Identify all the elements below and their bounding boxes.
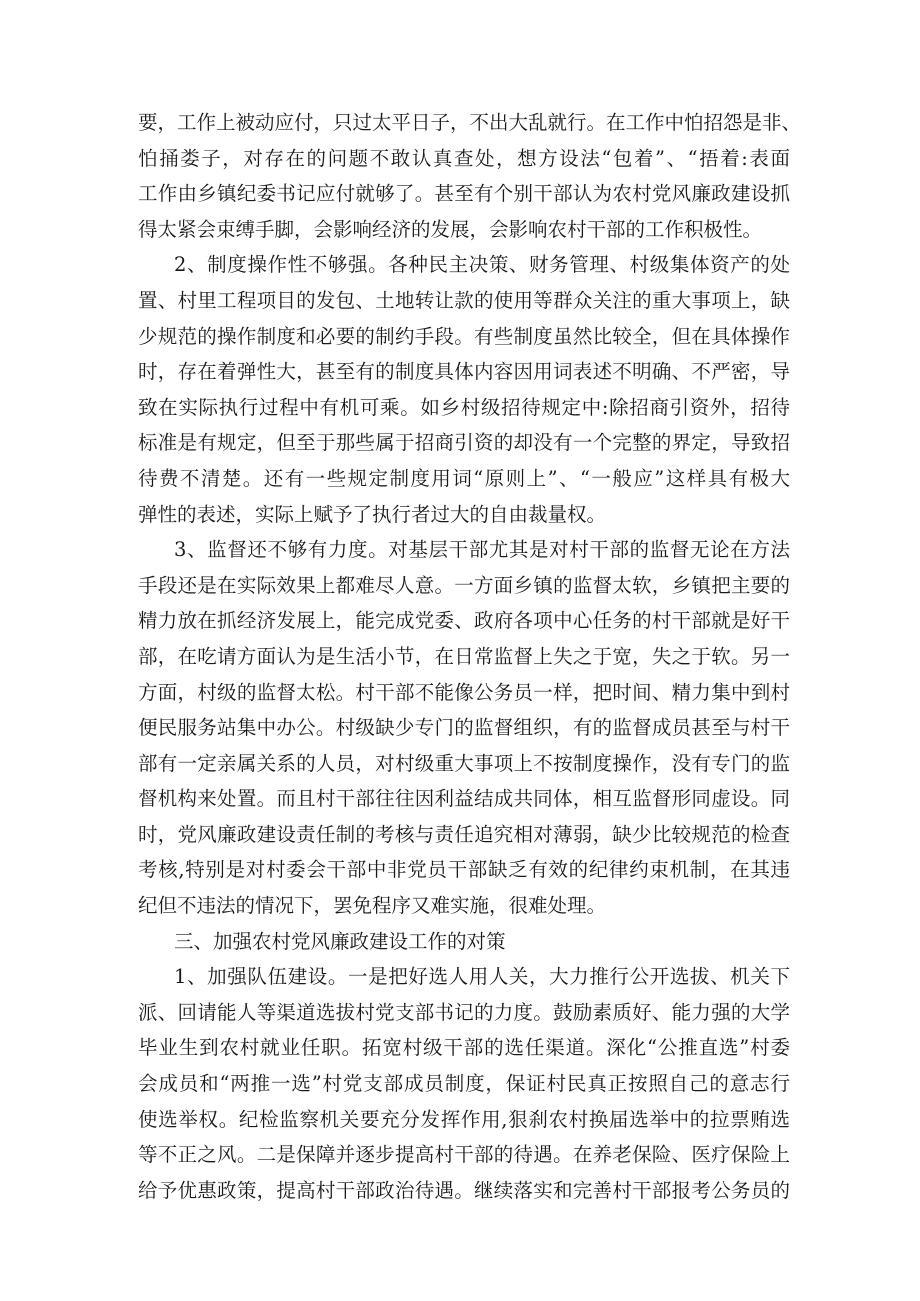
text-line: 派、回请能人等渠道选拔村党支部书记的力度。鼓励素质好、能力强的大学 [138,1000,790,1024]
text-line: 弹性的表述，实际上赋予了执行者过大的自由裁量权。 [138,502,607,526]
text-line: 督机构来处置。而且村干部往往因利益结成共同体，相互监督形同虚设。同 [138,787,790,811]
text-line: 使选举权。纪检监察机关要充分发挥作用,狠刹农村换届选举中的拉票贿选 [138,1107,790,1131]
document-body [138,105,802,1208]
section-heading: 三、加强农村党风廉政建设工作的对策 [174,929,506,953]
text-line: 工作由乡镇纪委书记应付就够了。甚至有个别干部认为农村党风廉政建设抓 [138,182,790,206]
text-line: 致在实际执行过程中有机可乘。如乡村级招待规定中:除招商引资外，招待 [138,395,790,419]
text-line: 等不正之风。二是保障并逐步提高村干部的待遇。在养老保险、医疗保险上 [138,1143,790,1167]
text-line: 置、村里工程项目的发包、土地转让款的使用等群众关注的重大事项上，缺 [138,288,790,312]
text-line: 2、制度操作性不够强。各种民主决策、财务管理、村级集体资产的处 [174,253,790,277]
text-line: 得太紧会束缚手脚，会影响经济的发展，会影响农村干部的工作积极性。 [138,217,763,241]
text-line: 待费不清楚。还有一些规定制度用词“原则上”、“一般应”这样具有极大 [138,466,790,490]
text-line: 怕捅娄子，对存在的问题不敢认真查处，想方设法“包着”、“捂着:表面 [138,146,790,170]
text-line: 要，工作上被动应付，只过太平日子，不出大乱就行。在工作中怕招怨是非、 [138,111,802,134]
text-line: 给予优惠政策，提高村干部政治待遇。继续落实和完善村干部报考公务员的 [138,1178,790,1202]
text-line: 时，党风廉政建设责任制的考核与责任追究相对薄弱，缺少比较规范的检查 [138,822,790,846]
text-line: 会成员和“两推一选”村党支部成员制度，保证村民真正按照自己的意志行 [138,1072,790,1096]
text-line: 少规范的操作制度和必要的制约手段。有些制度虽然比较全，但在具体操作 [138,324,790,348]
text-line: 时，存在着弹性大，甚至有的制度具体内容因用词表述不明确、不严密，导 [138,360,790,384]
text-line: 部有一定亲属关系的人员，对村级重大事项上不按制度操作，没有专门的监 [138,751,790,775]
text-line: 1、加强队伍建设。一是把好选人用人关，大力推行公开选拔、机关下 [174,965,790,989]
text-line: 便民服务站集中办公。村级缺少专门的监督组织，有的监督成员甚至与村干 [138,716,790,740]
text-line: 纪但不违法的情况下，罢免程序又难实施，很难处理。 [138,894,607,918]
text-line: 3、监督还不够有力度。对基层干部尤其是对村干部的监督无论在方法 [174,538,790,562]
text-line: 部，在吃请方面认为是生活小节，在日常监督上失之于宽，失之于软。另一 [138,644,790,668]
text-line: 手段还是在实际效果上都难尽人意。一方面乡镇的监督太软，乡镇把主要的 [138,573,790,597]
text-line: 考核,特别是对村委会干部中非党员干部缺乏有效的纪律约束机制，在其违 [138,858,790,882]
text-line: 方面，村级的监督太松。村干部不能像公务员一样，把时间、精力集中到村 [138,680,790,704]
text-line: 毕业生到农村就业任职。拓宽村级干部的选任渠道。深化“公推直选”村委 [138,1036,790,1060]
text-line: 标准是有规定，但至于那些属于招商引资的却没有一个完整的界定，导致招 [138,431,790,455]
text-line: 精力放在抓经济发展上，能完成党委、政府各项中心任务的村干部就是好干 [138,609,790,633]
